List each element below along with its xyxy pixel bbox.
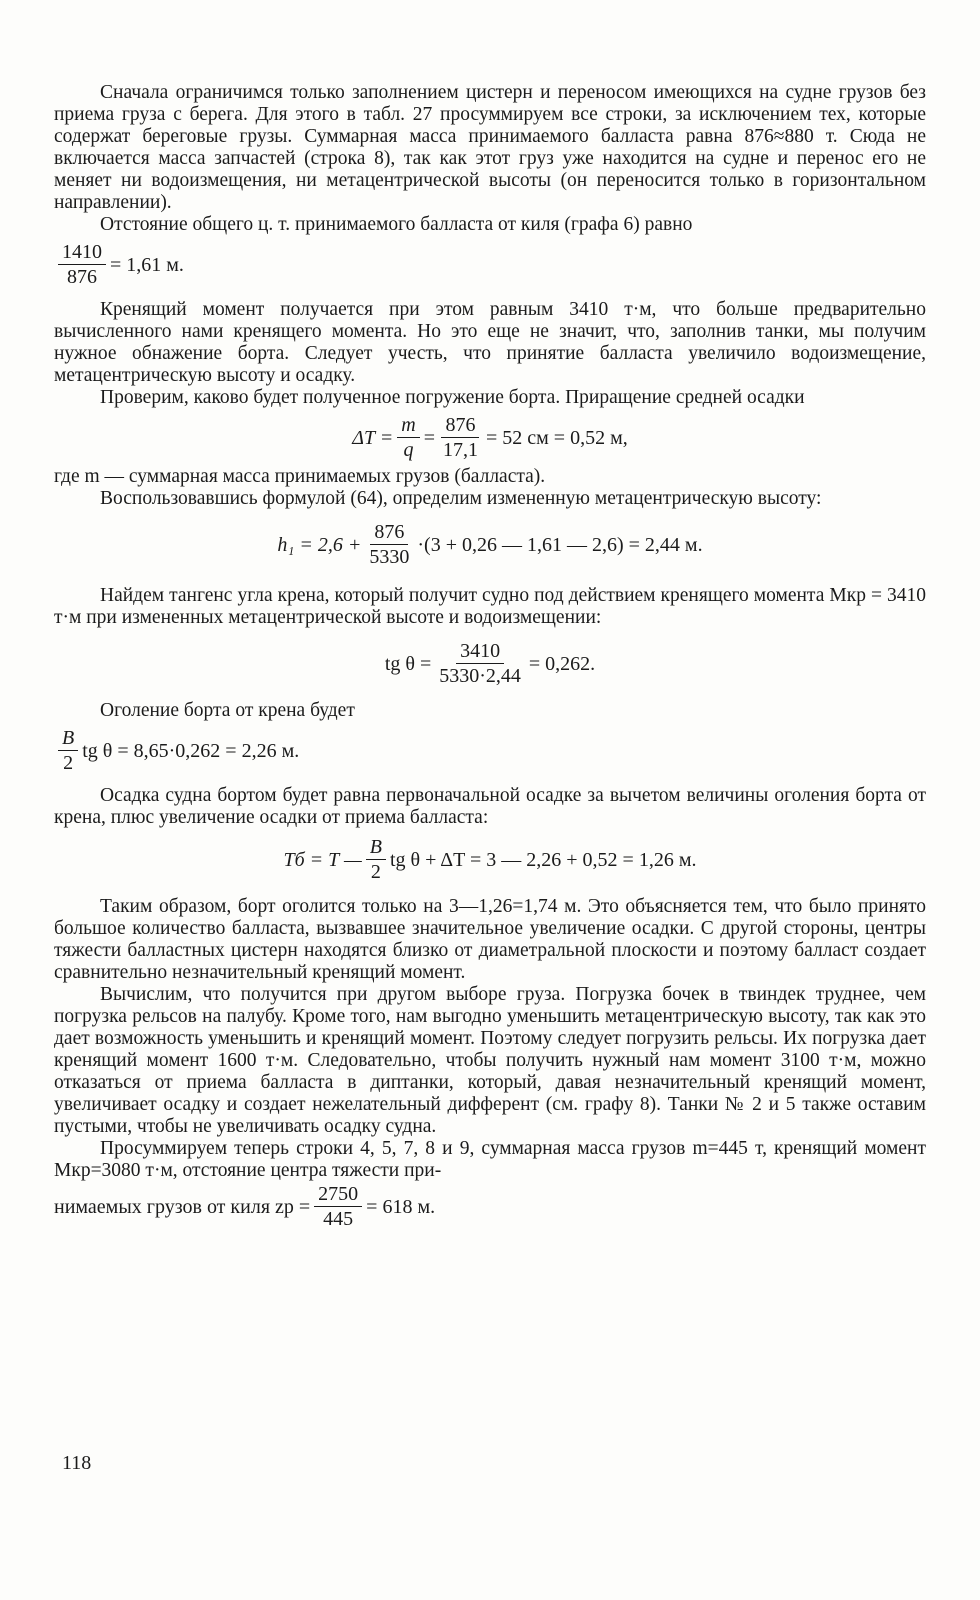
paragraph-12: Просуммируем теперь строки 4, 5, 7, 8 и 9, суммарная масса грузов m=445 т, кренящий момент Mкр=3080 т·м, отстояние центра тяжести при- — [54, 1138, 926, 1181]
fraction: $\frac{3410}{5330\cdot 2,44}$ — [439, 640, 521, 687]
formula-metacentric-height: h₁ = 2,6 + $\frac{876}{5330}$ ·(3 + 0,26 — 1,61 — 2,6) = 2,44 м. — [277, 521, 703, 568]
fraction: $\frac{2750}{445}$ — [314, 1182, 362, 1231]
fraction: $\frac{B}{2}$ — [366, 835, 386, 884]
paragraph-5: где m — суммарная масса принимаемых грузов (балласта). — [54, 466, 546, 487]
formula-side-exposure: $\frac{B}{2}$ tg θ = 8,65·0,262 = 2,26 м. — [54, 726, 926, 775]
fraction: $\frac{876}{17,1}$ — [442, 414, 478, 461]
formula-ballast-height: $\frac{1410}{876}$ = 1,61 м. — [54, 240, 926, 289]
fraction: $\frac{876}{5330}$ — [369, 521, 410, 568]
paragraph-11: Вычислим, что получится при другом выборе груза. Погрузка бочек в твиндек труднее, чем погрузка рельсов на палубу. Кроме того, нам выгодно уменьшить метацентрическую высоту, так как это дает возможность уменьшить и кренящий момент. Поэтому следует погрузить рельсы. Их погрузка дает кренящий момент 1600 т·м. Следовательно, чтобы получить нужный нам момент 3100 т·м, можно отказаться от приема балласта в диптанки, который, давая незначительный кренящий момент, увеличивает осадку и создает нежелательный дифферент (см. графу 8). Танки № 2 и 5 также оставим пустыми, чтобы не увеличивать осадку судна. — [54, 984, 926, 1137]
paragraph-1: Сначала ограничимся только заполнением цистерн и переносом имеющихся на судне грузов без приема груза с берега. Для этого в табл. 27 просуммируем все строки, за исключением тех, которые содержат береговые грузы. Суммарная масса принимаемого балласта равна 876≈880 т. Сюда не включается масса запчастей (строка 8), так как этот груз уже находится на судне и перенос его не меняет ни водоизмещения, ни метацентрической высоты (он переносится только в горизонтальном направлении). — [54, 82, 926, 213]
paragraph-4: Проверим, каково будет полученное погружение борта. Приращение средней осадки — [100, 387, 805, 408]
page-number: 118 — [62, 1452, 92, 1474]
paragraph-10: Таким образом, борт оголится только на 3—1,26=1,74 м. Это объясняется тем, что было принято большое количество балласта, вызвавшее значительное увеличение осадки. С другой стороны, центры тяжести балластных цистерн находятся близко от диаметральной плоскости и поэтому балласт создает сравнительно незначительный кренящий момент. — [54, 896, 926, 983]
paragraph-8: Оголение борта от крена будет — [100, 700, 355, 721]
paragraph-3: Кренящий момент получается при этом равным 3410 т·м, что больше предварительно вычисленного нами кренящего момента. Но это еще не значит, что, заполнив танки, мы получим нужное обнажение борта. Следует учесть, что принятие балласта увеличило водоизмещение, метацентрическую высоту и осадку. — [54, 299, 926, 386]
fraction: $\frac{m}{q}$ — [397, 413, 419, 462]
formula-side-draft: Tб = T — $\frac{B}{2}$ tg θ + ΔT = 3 — 2,26 + 0,52 = 1,26 м. — [283, 836, 697, 883]
document-page — [54, 82, 926, 1231]
paragraph-6: Воспользовавшись формулой (64), определим измененную метацентрическую высоту: — [100, 488, 822, 509]
paragraph-2: Отстояние общего ц. т. принимаемого балласта от киля (графа 6) равно — [100, 214, 693, 235]
formula-draft-increment: ΔT = $\frac{m}{q}$ = $\frac{876}{17,1}$ = 52 см = 0,52 м, — [352, 414, 628, 461]
paragraph-9: Осадка судна бортом будет равна первоначальной осадке за вычетом величины оголения борта от крена, плюс увеличение осадки от приема балласта: — [54, 785, 926, 828]
fraction: $\frac{1410}{876}$ — [58, 240, 106, 289]
formula-center-height: нимаемых грузов от киля zр = $\frac{2750}{445}$ = 618 м. — [54, 1183, 436, 1230]
paragraph-7: Найдем тангенс угла крена, который получит судно под действием кренящего момента Mкр = 3410 т·м при измененных метацентрической высоте и водоизмещении: — [54, 585, 926, 628]
formula-heel-tangent: tg θ = $\frac{3410}{5330\cdot 2,44}$ = 0,262. — [384, 640, 596, 687]
fraction: $\frac{B}{2}$ — [58, 726, 78, 775]
